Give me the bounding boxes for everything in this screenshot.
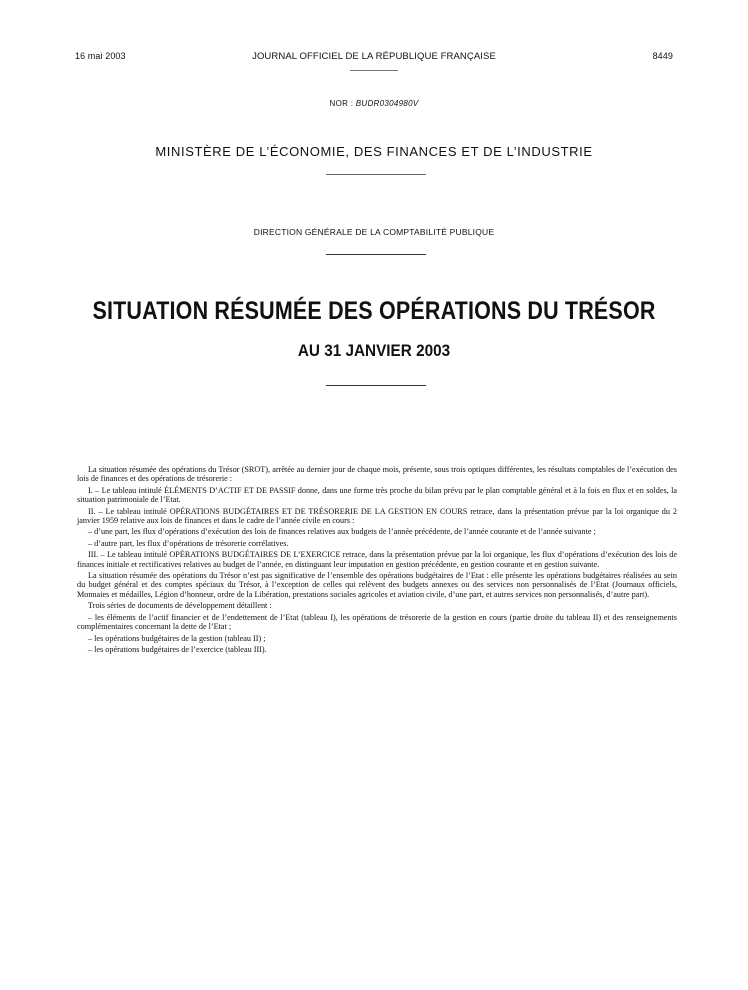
header-page-number: 8449: [652, 51, 673, 61]
document-title: SITUATION RÉSUMÉE DES OPÉRATIONS DU TRÉSOR: [92, 297, 656, 325]
paragraph: – d’autre part, les flux d’opérations de trésorerie corrélatives.: [88, 538, 289, 548]
paragraph: III. – Le tableau intitulé OPÉRATIONS BUDGÉTAIRES DE L’EXERCICE retrace, dans la présentation prévue par la loi organique, les flux d’opérations d’exécution des lois de finances initiale et rectificatives relatives au budget de l’année, en distinguant leur imputation en gestion précédente, en gestion courante et en gestion suivante.: [77, 550, 677, 569]
nor-label: NOR :: [329, 99, 356, 108]
paragraph: La situation résumée des opérations du Trésor n’est pas significative de l’ensemble des opérations budgétaires de l’Etat : elle présente les opérations budgétaires réalisées au sein du budget général et des comptes spéciaux du Trésor, à l’exception de celles qui relèvent des budgets annexes ou des services non personnalisés de l’Etat (Journaux officiels, Monnaies et médailles, Légion d’honneur, ordre de la Libération, prestations sociales agricoles et aviation civile, d’une part, et autres services non personnalisés, d’autre part).: [77, 571, 677, 599]
paragraph: – d’une part, les flux d’opérations d’exécution des lois de finances relatives aux budgets de l’année précédente, de l’année courante et de l’année suivante ;: [88, 527, 596, 537]
paragraph: – les opérations budgétaires de la gestion (tableau II) ;: [88, 633, 266, 643]
direction-heading: DIRECTION GÉNÉRALE DE LA COMPTABILITÉ PUBLIQUE: [253, 227, 495, 237]
header-divider: [350, 70, 398, 71]
paragraph: II. – Le tableau intitulé OPÉRATIONS BUDGÉTAIRES ET DE TRÉSORERIE DE LA GESTION EN COURS retrace, dans la présentation prévue par la loi organique du 2 janvier 1959 relative aux lois de finances et dans le cadre de l’année civile en cours :: [77, 506, 677, 526]
paragraph: – les opérations budgétaires de l’exercice (tableau III).: [88, 644, 267, 654]
nor-reference: BUDR0304980V: [355, 99, 419, 108]
direction-divider: [326, 254, 426, 255]
page-header: [75, 51, 673, 63]
title-divider: [326, 385, 426, 386]
header-date: 16 mai 2003: [75, 51, 126, 61]
paragraph: – les éléments de l’actif financier et de l’endettement de l’Etat (tableau I), les opérations de trésorerie de la gestion en cours (partie droite du tableau II) et des renseignements complémentaires concernant la dette de l’Etat ;: [77, 612, 677, 632]
ministry-divider: [326, 174, 426, 175]
paragraph: I. – Le tableau intitulé ÉLÉMENTS D’ACTIF ET DE PASSIF donne, dans une forme très proche du bilan prévu par le plan comptable général et à la fois en flux et en soldes, la situation patrimoniale de l’Etat.: [77, 485, 677, 505]
body-text: [77, 465, 677, 656]
ministry-heading: MINISTÈRE DE L’ÉCONOMIE, DES FINANCES ET DE L’INDUSTRIE: [155, 144, 593, 159]
header-journal-title: JOURNAL OFFICIEL DE LA RÉPUBLIQUE FRANÇAISE: [252, 51, 496, 62]
paragraph: La situation résumée des opérations du Trésor (SROT), arrêtée au dernier jour de chaque mois, présente, sous trois optiques différentes, les résultats comptables de l’exécution des lois de finances et des opérations de trésorerie :: [77, 465, 677, 484]
paragraph: Trois séries de documents de développement détaillent :: [88, 601, 272, 611]
document-subtitle: AU 31 JANVIER 2003: [297, 341, 451, 360]
nor-line: [0, 99, 748, 108]
